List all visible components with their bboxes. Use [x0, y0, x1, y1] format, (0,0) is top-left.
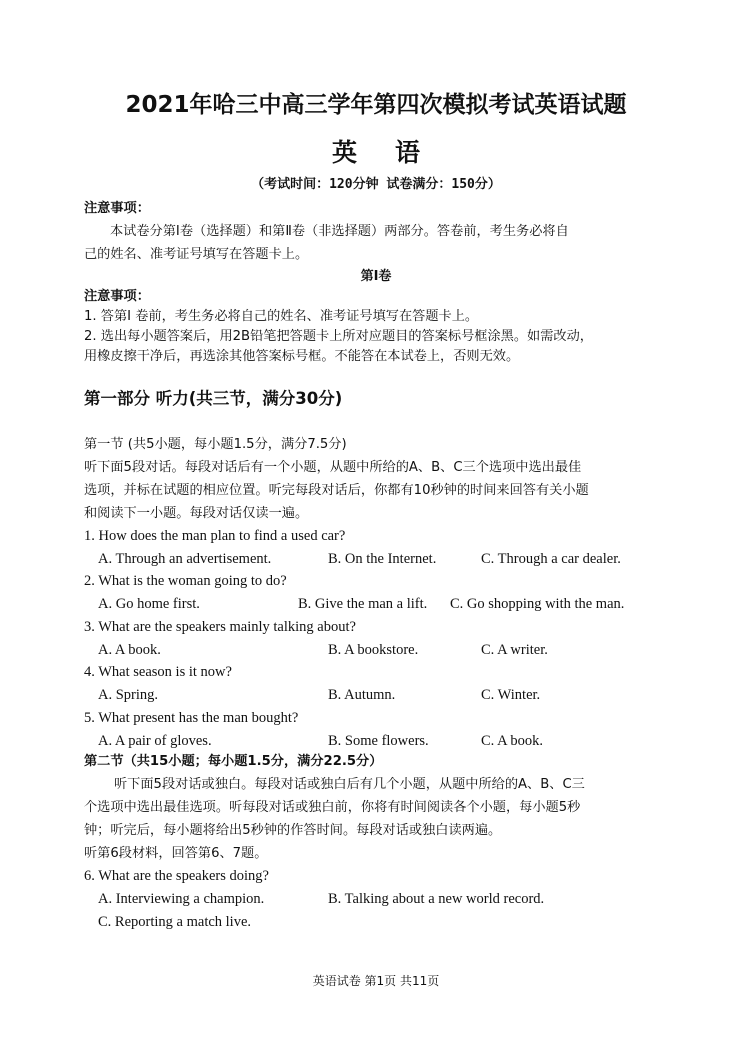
question-text: 4. What season is it now? [84, 664, 232, 680]
question-text: 5. What present has the man bought? [84, 710, 299, 726]
section-instruction: 听下面5段对话或独白。每段对话或独白后有几个小题，从题中所给的A、B、C三 [114, 777, 585, 792]
option-c: C. A book. [481, 733, 544, 749]
option-a: A. Spring. [98, 687, 159, 703]
section-instruction: 选项，并标在试题的相应位置。听完每段对话后，你都有10秒钟的时间来回答有关小题 [84, 483, 589, 498]
notice-item: 2. 选出每小题答案后，用2B铅笔把答题卡上所对应题目的答案标号框涂黑。如需改动， [84, 329, 593, 344]
option-c: C. Winter. [481, 687, 541, 703]
notice-heading: 注意事项： [84, 201, 150, 216]
option-b: B. Give the man a lift. [298, 596, 428, 612]
option-b: B. A bookstore. [328, 642, 419, 658]
section-title: 第二节（共15小题；每小题1.5分，满分22.5分） [84, 754, 383, 769]
page-footer: 英语试卷 第1页 共11页 [312, 974, 440, 988]
option-b: B. On the Internet. [328, 551, 437, 567]
notice-item: 用橡皮擦干净后，再选涂其他答案标号框。不能答在本试卷上，否则无效。 [84, 349, 520, 364]
question-text: 1. How does the man plan to find a used car? [84, 528, 346, 544]
section-instruction: 听下面5段对话。每段对话后有一个小题，从题中所给的A、B、C三个选项中选出最佳 [84, 460, 582, 475]
section-instruction: 个选项中选出最佳选项。听每段对话或独白前，你将有时间阅读各个小题，每小题5秒 [84, 800, 581, 815]
option-a: A. Go home first. [98, 596, 200, 612]
option-b: B. Some flowers. [328, 733, 429, 749]
option-c: C. Reporting a match live. [98, 914, 252, 930]
option-a: A. A book. [98, 642, 161, 658]
document-title: 2021年哈三中高三学年第四次模拟考试英语试题 [125, 92, 627, 118]
question-text: 2. What is the woman going to do? [84, 573, 287, 589]
option-b: B. Talking about a new world record. [328, 891, 545, 907]
notice-heading: 注意事项： [84, 289, 150, 304]
volume-title: 第Ⅰ卷 [360, 269, 392, 284]
option-c: C. Go shopping with the man. [450, 596, 625, 612]
section-instruction: 和阅读下一小题。每段对话仅读一遍。 [84, 506, 309, 521]
option-c: C. Through a car dealer. [481, 551, 621, 567]
material-note: 听第6段材料，回答第6、7题。 [84, 846, 268, 861]
section-title: 第一节 (共5小题，每小题1.5分，满分7.5分) [84, 437, 347, 452]
option-a: A. Through an advertisement. [98, 551, 272, 567]
option-a: A. A pair of gloves. [98, 733, 212, 749]
exam-info: （考试时间：120分钟 试卷满分：150分） [251, 177, 501, 192]
option-b: B. Autumn. [328, 687, 396, 703]
question-text: 6. What are the speakers doing? [84, 868, 269, 884]
notice-line: 己的姓名、准考证号填写在答题卡上。 [84, 247, 309, 262]
notice-item: 1. 答第Ⅰ 卷前，考生务必将自己的姓名、准考证号填写在答题卡上。 [84, 309, 479, 324]
section-instruction: 钟；听完后，每小题将给出5秒钟的作答时间。每段对话或独白读两遍。 [84, 823, 502, 838]
part-title: 第一部分 听力(共三节，满分30分) [84, 389, 343, 408]
notice-line: 本试卷分第Ⅰ卷（选择题）和第Ⅱ卷（非选择题）两部分。答卷前，考生务必将自 [110, 224, 569, 239]
question-text: 3. What are the speakers mainly talking about? [84, 619, 356, 635]
option-a: A. Interviewing a champion. [98, 891, 265, 907]
option-c: C. A writer. [481, 642, 548, 658]
subject-title: 英语 [331, 138, 458, 167]
